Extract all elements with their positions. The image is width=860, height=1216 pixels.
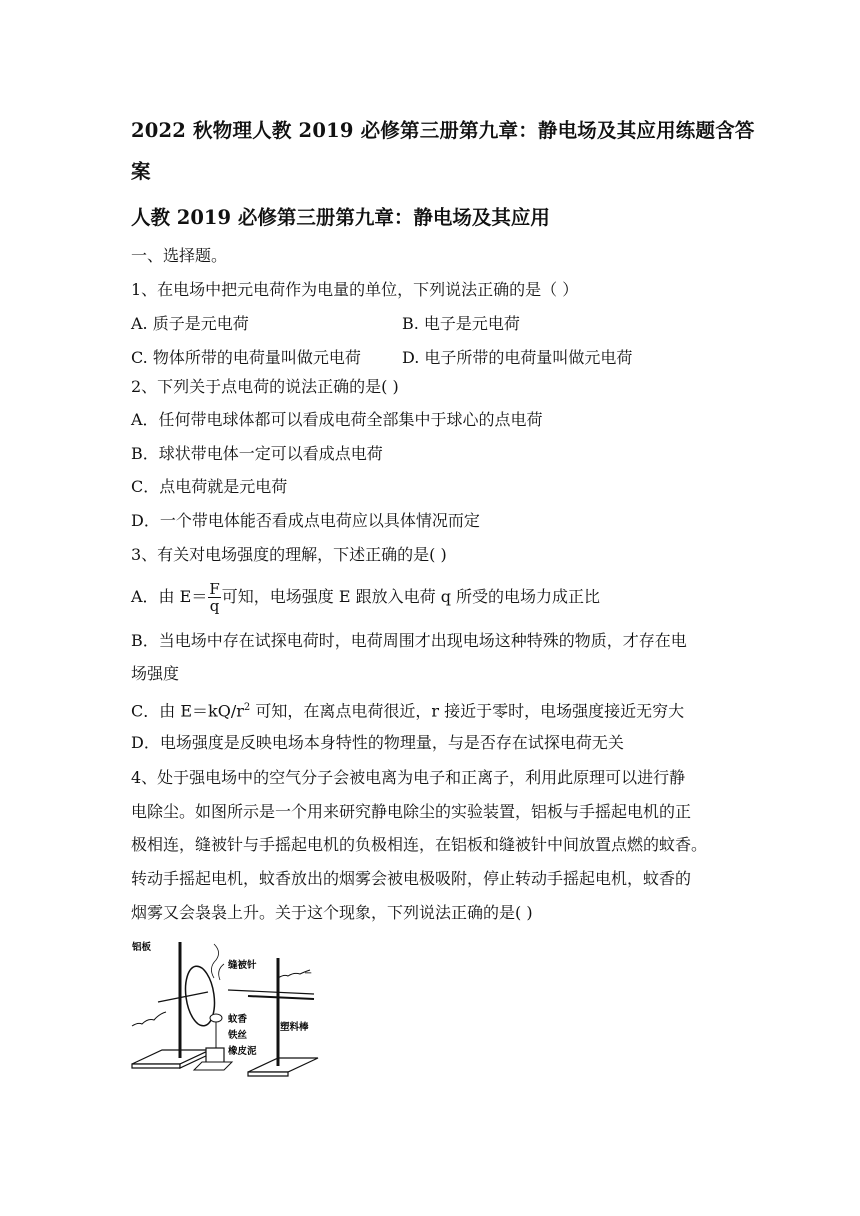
q1-option-a: A. 质子是元电荷	[131, 314, 249, 333]
superscript-two: 2	[243, 702, 251, 713]
q3-option-a-suffix: 可知，电场强度 E 跟放入电荷 q 所受的电场力成正比	[221, 587, 601, 606]
q4-text-line1: 4、处于强电场中的空气分子会被电离为电子和正离子，利用此原理可以进行静	[131, 768, 686, 787]
document-subtitle: 人教 2019 必修第三册第九章：静电场及其应用	[131, 206, 550, 229]
q3-option-b-line2: 场强度	[131, 664, 180, 683]
q1-option-b: B. 电子是元电荷	[402, 314, 520, 333]
q4-text-line5: 烟雾又会袅袅上升。关于这个现象，下列说法正确的是( )	[131, 903, 533, 922]
q1-options-row1	[131, 313, 520, 335]
label-rubber-clay: 橡皮泥	[228, 1046, 257, 1057]
label-iron-wire: 铁丝	[228, 1030, 248, 1041]
q3-option-a	[131, 580, 600, 614]
document-title-line2: 案	[131, 160, 151, 183]
plastic-rod	[248, 996, 314, 999]
left-lead-wire	[132, 1012, 166, 1026]
section-heading: 一、选择题。	[131, 246, 228, 265]
incense-smoke	[211, 944, 218, 978]
q1-options-row2	[131, 347, 633, 369]
fraction-denominator: q	[209, 597, 220, 615]
q3-option-c-suffix: 可知，在离点电荷很近，r 接近于零时，电场强度接近无穷大	[250, 701, 685, 721]
document-title-line1: 2022 秋物理人教 2019 必修第三册第九章：静电场及其应用练题含答	[131, 119, 755, 142]
q3-option-c-prefix: C．由 E＝kQ/r	[131, 701, 244, 721]
label-sewing-needle: 缝被针	[228, 960, 257, 971]
negative-sign: −	[304, 968, 313, 979]
right-stand-base	[248, 1058, 318, 1072]
q2-option-c: C．点电荷就是元电荷	[131, 477, 288, 496]
clay-base	[194, 1062, 232, 1070]
q1-option-c: C. 物体所带的电荷量叫做元电荷	[131, 348, 361, 367]
q1-option-d: D. 电子所带的电荷量叫做元电荷	[402, 348, 633, 367]
fraction-f-over-q	[208, 581, 220, 614]
left-stand-base-edge	[132, 1064, 180, 1068]
sewing-needle	[228, 990, 314, 994]
label-mosquito-coil: 蚊香	[228, 1014, 248, 1025]
incense-smoke-2	[219, 964, 224, 980]
fraction-numerator: F	[209, 580, 220, 598]
q3-option-b-line1: B．当电场中存在试探电荷时，电荷周围才出现电场这种特殊的物质，才存在电	[131, 631, 687, 650]
mosquito-coil	[210, 1014, 222, 1022]
q3-option-d: D．电场强度是反映电场本身特性的物理量，与是否存在试探电荷无关	[131, 733, 624, 752]
q2-option-d: D．一个带电体能否看成点电荷应以具体情况而定	[131, 511, 480, 530]
q2-option-b: B．球状带电体一定可以看成点电荷	[131, 444, 383, 463]
label-aluminum-plate: 铝板	[132, 942, 152, 953]
q1-stem: 1、在电场中把元电荷作为电量的单位，下列说法正确的是（ ）	[131, 280, 579, 299]
q3-option-a-prefix: A．由 E＝	[131, 587, 208, 606]
right-stand-base-edge	[248, 1072, 288, 1076]
electrostatic-dust-apparatus-figure	[128, 934, 328, 1084]
q4-text-line3: 极相连，缝被针与手摇起电机的负极相连，在铝板和缝被针中间放置点燃的蚊香。	[131, 835, 708, 854]
q4-text-line2: 电除尘。如图所示是一个用来研究静电除尘的实验装置，铝板与手摇起电机的正	[131, 802, 692, 821]
q4-text-line4: 转动手摇起电机，蚊香放出的烟雾会被电极吸附，停止转动手摇起电机，蚊香的	[131, 869, 692, 888]
q2-stem: 2、下列关于点电荷的说法正确的是( )	[131, 377, 399, 396]
q3-stem: 3、有关对电场强度的理解，下述正确的是( )	[131, 545, 447, 564]
label-plastic-rod: 塑料棒	[280, 1022, 309, 1033]
q3-option-c	[131, 697, 684, 722]
q2-option-a: A．任何带电球体都可以看成电荷全部集中于球心的点电荷	[131, 410, 543, 429]
